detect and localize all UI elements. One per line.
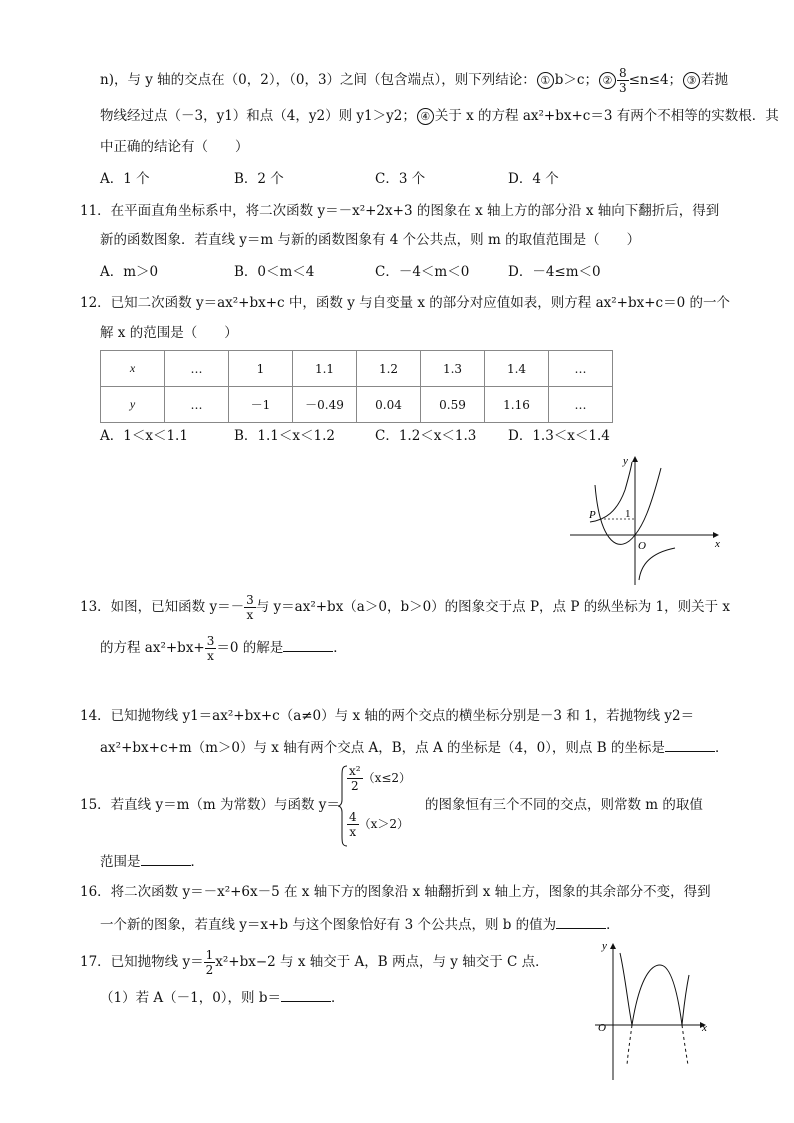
table-cell: x: [101, 351, 165, 387]
q12-line2: 解 x 的范围是（ ）: [100, 325, 238, 341]
table-cell: 0.59: [421, 387, 485, 423]
q11-line2: 新的函数图象．若直线 y＝m 与新的函数图象有 4 个公共点，则 m 的取值范围是（ ）: [100, 232, 641, 248]
piece-1: $\frac{\text{x²}}{2}$ （x≤2）: [349, 764, 412, 793]
table-cell: …: [165, 387, 229, 423]
fraction-8-3: $\frac{8}{3}$: [618, 66, 627, 95]
graph-parabola: [590, 935, 715, 1085]
q11-option-a: A．m＞0: [100, 264, 159, 280]
y-axis-arrow-icon: [610, 943, 616, 949]
y-axis-label: y: [623, 455, 628, 467]
dashed-left: [627, 1025, 632, 1065]
q10-line2: 物线经过点（－3，y1）和点（4，y2）则 y1＞y2； ④ 关于 x 的方程 ax²+bx+c＝3 有两个不相等的实数根．其: [100, 108, 779, 124]
q10-option-b: B．2 个: [234, 171, 284, 187]
circle-num-1: ①: [537, 72, 554, 89]
q15-line1-pre: 15．若直线 y＝m（m 为常数）与函数 y＝: [80, 797, 340, 813]
fraction-1-2: $\frac{1}{2}$: [205, 948, 214, 977]
table-row: [101, 387, 613, 423]
fraction-x2-2: $\frac{\text{x²}}{2}$: [349, 764, 361, 793]
table-cell: 1.4: [485, 351, 549, 387]
fraction-4-x: $\frac{4}{x}$: [349, 810, 357, 839]
q10-option-c: C．3 个: [375, 171, 426, 187]
q11-option-c: C．－4＜m＜0: [375, 264, 470, 280]
q13-line1: 13．如图，已知函数 y＝－ $\frac{3}{x}$ 与 y＝ax²+bx（a＞0，b＞0）的图象交于点 P，点 P 的纵坐标为 1，则关于 x: [80, 593, 731, 622]
q14-line2: ax²+bx+c+m（m＞0）与 x 轴有两个交点 A，B，点 A 的坐标是（4，0），则点 B 的坐标是 ．: [100, 737, 728, 758]
table-cell: y: [101, 387, 165, 423]
table-cell: …: [549, 351, 613, 387]
table-cell: －0.49: [293, 387, 357, 423]
q10-option-a: A．1 个: [100, 171, 150, 187]
circle-num-2: ②: [599, 72, 616, 89]
table-cell: 0.04: [357, 387, 421, 423]
q16-line2: 一个新的图象，若直线 y＝x+b 与这个图象恰好有 3 个公共点，则 b 的值为 ．: [100, 914, 620, 935]
q10-option-d: D．4 个: [508, 171, 559, 187]
q17-sub1: （1）若 A（－1，0），则 b＝ ．: [100, 987, 345, 1008]
q15-line1-post: 的图象恒有三个不同的交点，则常数 m 的取值: [425, 797, 703, 813]
x-axis-label: x: [702, 1022, 707, 1034]
right-branch: [682, 975, 689, 1025]
parabola-arch: [632, 965, 682, 1025]
q11-option-b: B．0＜m＜4: [234, 264, 315, 280]
q12-option-d: D．1.3＜x＜1.4: [508, 428, 610, 444]
origin-label: O: [598, 1022, 606, 1034]
point-p-label: P: [589, 509, 596, 521]
q17-line1: 17．已知抛物线 y＝ $\frac{1}{2}$ x²+bx−2 与 x 轴交于 A，B 两点，与 y 轴交于 C 点．: [80, 948, 549, 977]
x-axis-label: x: [715, 538, 720, 550]
q10-line1: n)，与 y 轴的交点在（0，2），（0，3）之间（包含端点），则下列结论： ① b＞c； ② $\frac{8}{3}$ ≤n≤4； ③ 若抛: [100, 66, 729, 95]
dashed-right: [682, 1025, 688, 1065]
y-axis-arrow-icon: [632, 456, 638, 462]
q12-option-b: B．1.1＜x＜1.2: [234, 428, 335, 444]
origin-label: O: [638, 540, 646, 552]
q12-option-a: A．1＜x＜1.1: [100, 428, 188, 444]
table-cell: 1: [229, 351, 293, 387]
table-cell: 1.2: [357, 351, 421, 387]
value-table: [100, 350, 613, 423]
answer-blank[interactable]: [556, 914, 606, 929]
q11-option-d: D．－4≤m＜0: [508, 264, 601, 280]
table-row: [101, 351, 613, 387]
circle-num-4: ④: [417, 108, 434, 125]
q12-option-c: C．1.2＜x＜1.3: [375, 428, 477, 444]
table-cell: 1.3: [421, 351, 485, 387]
answer-blank[interactable]: [665, 737, 715, 752]
fraction-3-x: $\frac{3}{x}$: [246, 593, 254, 622]
q16-line1: 16．将二次函数 y＝－x²+6x－5 在 x 轴下方的图象沿 x 轴翻折到 x 轴上方，图象的其余部分不变，得到: [80, 884, 711, 900]
left-branch: [620, 953, 632, 1025]
answer-blank[interactable]: [281, 987, 331, 1002]
q10-line3: 中正确的结论有（ ）: [100, 139, 249, 155]
q14-line1: 14．已知抛物线 y1＝ax²+bx+c（a≠0）与 x 轴的两个交点的横坐标分别是－3 和 1，若抛物线 y2＝: [80, 708, 695, 724]
table-cell: －1: [229, 387, 293, 423]
table-cell: …: [549, 387, 613, 423]
y-axis-label: y: [602, 940, 607, 952]
table-cell: 1.16: [485, 387, 549, 423]
q13-line2: 的方程 ax²+bx+ $\frac{3}{x}$ ＝0 的解是 ．: [100, 634, 347, 663]
fraction-3-x-2: $\frac{3}{x}$: [206, 634, 215, 663]
graph-hyperbola-parabola: [565, 450, 725, 590]
hyperbola-branch-right: [639, 548, 675, 580]
piece-2: $\frac{4}{x}$ （x＞2）: [349, 810, 410, 839]
q11-line1: 11．在平面直角坐标系中，将二次函数 y＝－x²+2x+3 的图象在 x 轴上方的部分沿 x 轴向下翻折后，得到: [80, 203, 720, 219]
answer-blank[interactable]: [283, 637, 333, 652]
circle-num-3: ③: [683, 72, 700, 89]
one-label: 1: [625, 508, 631, 520]
answer-blank[interactable]: [141, 851, 191, 866]
q15-line2: 范围是 ．: [100, 851, 204, 872]
q12-line1: 12．已知二次函数 y＝ax²+bx+c 中，函数 y 与自变量 x 的部分对应值如表，则方程 ax²+bx+c＝0 的一个: [80, 295, 730, 311]
table-cell: …: [165, 351, 229, 387]
table-cell: 1.1: [293, 351, 357, 387]
